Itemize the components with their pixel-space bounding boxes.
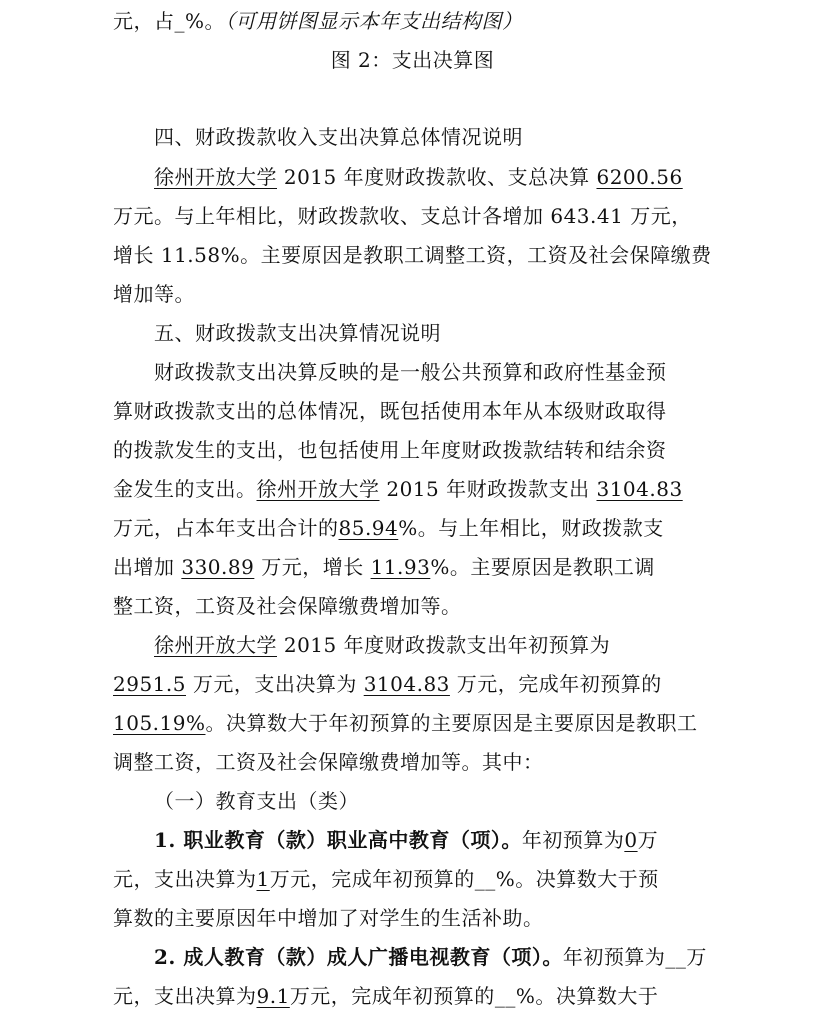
text-line: 1. 职业教育（款）职业高中教育（项）。年初预算为0万 <box>154 828 659 852</box>
text-line: 徐州开放大学 2015 年度财政拨款收、支总决算 6200.56 <box>154 165 683 189</box>
text-line: 财政拨款支出决算反映的是一般公共预算和政府性基金预 <box>154 360 667 384</box>
text-line: 2951.5 万元，支出决算为 3104.83 万元，完成年初预算的 <box>113 672 662 696</box>
text-line: 算财政拨款支出的总体情况，既包括使用本年从本级财政取得 <box>113 399 667 423</box>
text-line: 万元，占本年支出合计的85.94%。与上年相比，财政拨款支 <box>113 516 664 540</box>
text-line: 元，支出决算为1万元，完成年初预算的__%。决算数大于预 <box>113 867 659 891</box>
text-line: 整工资，工资及社会保障缴费增加等。 <box>113 594 462 618</box>
text-line: 2. 成人教育（款）成人广播电视教育（项）。年初预算为__万 <box>154 945 707 969</box>
text-line: 算数的主要原因年中增加了对学生的生活补助。 <box>113 906 544 930</box>
text-line: 增长 11.58%。主要原因是教职工调整工资，工资及社会保障缴费 <box>113 243 712 267</box>
text-line: 调整工资，工资及社会保障缴费增加等。其中： <box>113 750 544 774</box>
section-heading: 五、财政拨款支出决算情况说明 <box>154 321 441 345</box>
text-line: 徐州开放大学 2015 年度财政拨款支出年初预算为 <box>154 633 611 657</box>
text-line: 元，支出决算为9.1万元，完成年初预算的__%。决算数大于 <box>113 984 659 1008</box>
text-line: 105.19%。决算数大于年初预算的主要原因是主要原因是教职工 <box>113 711 698 735</box>
text-line: 的拨款发生的支出，也包括使用上年度财政拨款结转和结余资 <box>113 438 667 462</box>
figure-caption: 图 2：支出决算图 <box>330 48 495 72</box>
text-line: 出增加 330.89 万元，增长 11.93%。主要原因是教职工调 <box>113 555 655 579</box>
subsection-heading: （一）教育支出（类） <box>154 789 359 813</box>
text-line: 增加等。 <box>113 282 195 306</box>
text-line: 金发生的支出。徐州开放大学 2015 年财政拨款支出 3104.83 <box>113 477 683 501</box>
text-line: 元，占_%。（可用饼图显示本年支出结构图） <box>113 9 523 33</box>
section-heading: 四、财政拨款收入支出决算总体情况说明 <box>154 125 523 149</box>
text-line: 万元。与上年相比，财政拨款收、支总计各增加 643.41 万元， <box>113 204 692 228</box>
